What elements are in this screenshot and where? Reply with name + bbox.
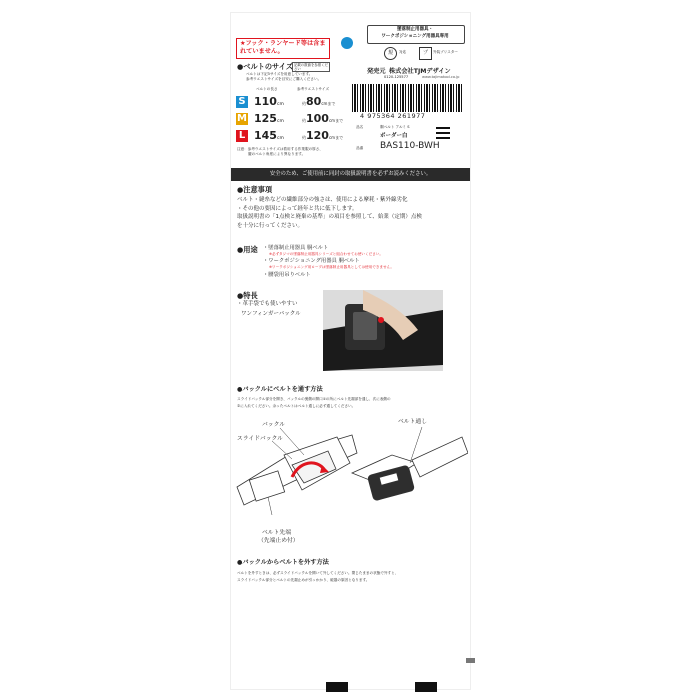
- size-heading: ●ベルトのサイズ: [237, 62, 294, 71]
- size-row: [236, 95, 348, 109]
- waist-size: 約100cmまで: [302, 112, 344, 125]
- waist-size: 約80cmまで: [302, 95, 336, 108]
- size-badge: L: [236, 130, 248, 142]
- caution-heading: ●注意事項: [237, 185, 273, 194]
- features-heading: ●特長: [237, 291, 258, 300]
- label-belt-tip: ベルト先端: [262, 530, 291, 536]
- size-row: [236, 129, 348, 143]
- safety-bar: 安全のため、ご使用前に同封の取扱説明書を必ずお読みください。: [231, 168, 470, 181]
- size-intro-1: ベルトは下記3サイズを用意しています。: [246, 72, 313, 76]
- registration-mark-left: [326, 682, 348, 692]
- code-label: 品番: [356, 146, 364, 150]
- buckle-photo-illustration: [323, 290, 443, 371]
- size-intro-2: 参考ウエストサイズを目安にご購入ください。: [246, 77, 322, 81]
- registration-mark-right: [415, 682, 437, 692]
- feature-line-2: ワンフィンガーバックル: [241, 311, 301, 317]
- remove-desc-2: スライドバックル部分とベルトの先端止めが引っかかり、破損の原因となります。: [237, 578, 370, 582]
- label-belt-tip-note: （先端止め付）: [258, 538, 299, 544]
- usage-item-2: ・ワークポジショニング用器具 胴ベルト: [263, 258, 360, 264]
- waist-size: 約120cmまで: [302, 129, 344, 142]
- thread-desc-1: スライドバックル部分を開き、バックルの裏側の開口①の所にベルト先端部を通し、次に表側の: [237, 397, 391, 401]
- size-note-box: 記載の数値を参照ください: [292, 62, 330, 72]
- size-footnote-1: 注意：参考ウエストサイズは着用する作業服の厚さ、: [237, 147, 323, 151]
- caution-line: ベルト・縫糸などの繊維部分の強さは、使用による摩耗・紫外線劣化: [237, 197, 408, 203]
- remove-desc-1: ベルトを外すときは、必ずスライドバックルを開いて外してください。閉じたままの状態で外すと、: [237, 571, 399, 575]
- blue-dot: [341, 37, 353, 49]
- usage-note-1: ※必ずタジマの墜落制止用器具シリーズと組合わせてお使いください。: [269, 252, 383, 256]
- caution-line: ・その他の要因によって経年と共に低下します。: [237, 205, 358, 212]
- label-slide-buckle: スライドバックル: [237, 436, 283, 442]
- barcode-digits: 4 975364 261977: [360, 112, 426, 120]
- product-type-line2: ワークポジショニング用器具専用: [381, 34, 449, 39]
- size-footnote-2: 腰のベルト角度により異なります。: [248, 152, 306, 156]
- belt-length: 110cm: [254, 95, 284, 108]
- item-name: 胴ベルト アルミ S: [380, 125, 410, 129]
- size-badge: M: [237, 113, 247, 124]
- feature-line-1: ・革手袋でも使いやすい: [237, 301, 298, 307]
- usage-item-3: ・腰袋用吊りベルト: [263, 272, 311, 278]
- usage-heading: ●用途: [237, 245, 258, 254]
- belt-length: 145cm: [254, 129, 284, 142]
- maker-name: 株式会社TJMデザイン: [389, 68, 451, 75]
- size-col-length: ベルトの長さ: [256, 87, 278, 91]
- size-row: [236, 112, 348, 126]
- remove-heading: ●バックルからベルトを外す方法: [237, 559, 329, 566]
- size-badge: S: [236, 96, 248, 108]
- size-col-waist: 参考ウエストサイズ: [297, 87, 330, 91]
- warning-text: ★フック・ランヤード等は含まれていません。: [240, 40, 326, 55]
- caution-body: [237, 196, 463, 230]
- standard-mark-icon: 規: [384, 47, 397, 60]
- thread-desc-2: ②に入れてください。余ったベルトはベルト通しに必ず通してください。: [237, 404, 356, 408]
- caution-line: 取扱説明書の「1点検と廃棄の基準」の項目を参照して、始業（定期）点検: [237, 214, 422, 220]
- maker-phone: 0120-125577: [384, 75, 409, 79]
- color-name: ボーダー白: [380, 133, 408, 139]
- caution-line: を十分に行ってください。: [237, 222, 304, 229]
- maker-web: www.tajimatool.co.jp: [422, 75, 460, 79]
- thread-heading: ●バックルにベルトを通す方法: [237, 386, 323, 393]
- standard-mark-label: 対応: [399, 50, 407, 54]
- plastic-recycle-label: 外装ブリスター: [433, 50, 458, 54]
- product-code: BAS110-BWH: [380, 141, 440, 151]
- hamburger-icon: [436, 127, 450, 139]
- small-gray-mark: [466, 658, 475, 663]
- barcode: [352, 84, 464, 112]
- product-type-line1: 墜落制止用器具・: [397, 27, 433, 32]
- label-buckle: バックル: [262, 422, 286, 428]
- buckle-photo: [323, 290, 443, 371]
- maker-prefix: 発売元: [367, 68, 386, 75]
- belt-length: 125cm: [254, 112, 284, 125]
- label-belt-loop: ベルト通し: [398, 419, 427, 425]
- plastic-recycle-icon: プ: [419, 47, 432, 60]
- size-table: [236, 95, 348, 147]
- item-label: 品名: [356, 125, 364, 129]
- usage-item-1: ・墜落制止用器具 胴ベルト: [263, 245, 329, 251]
- usage-note-2: ※ワークポジショニング用ロープは墜落制止用器具としては使用できません。: [269, 265, 394, 269]
